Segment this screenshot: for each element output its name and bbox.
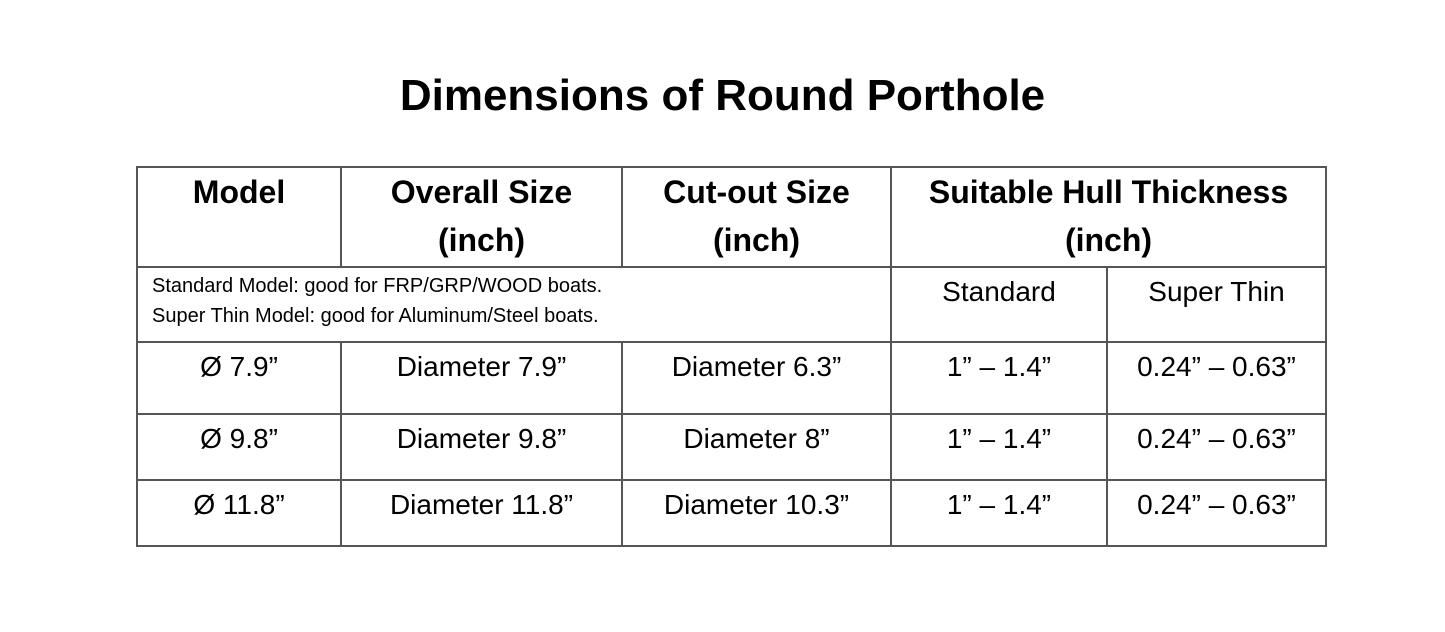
- cell-standard-thickness: 1” – 1.4”: [891, 342, 1107, 414]
- cell-model: Ø 7.9”: [137, 342, 341, 414]
- cell-super-thin-thickness: 0.24” – 0.63”: [1107, 480, 1326, 546]
- header-cutout-size: [622, 167, 891, 267]
- cell-overall-size: Diameter 7.9”: [341, 342, 622, 414]
- header-overall-size-unit: (inch): [437, 222, 526, 258]
- header-model: [137, 167, 341, 267]
- table-row: [137, 480, 1326, 546]
- page-title: Dimensions of Round Porthole: [399, 71, 1046, 120]
- subheader-super-thin: Super Thin: [1107, 267, 1326, 342]
- header-cutout-size-label: Cut-out Size: [663, 174, 850, 210]
- cell-model: Ø 11.8”: [137, 480, 341, 546]
- cell-cutout-size: Diameter 10.3”: [622, 480, 891, 546]
- note-super-thin-model: Super Thin Model: good for Aluminum/Steel boats.: [152, 305, 599, 327]
- cell-super-thin-thickness: 0.24” – 0.63”: [1107, 414, 1326, 480]
- cell-standard-thickness: 1” – 1.4”: [891, 414, 1107, 480]
- cell-model: Ø 9.8”: [137, 414, 341, 480]
- cell-overall-size: Diameter 11.8”: [341, 480, 622, 546]
- cell-cutout-size: Diameter 8”: [622, 414, 891, 480]
- cell-standard-thickness: 1” – 1.4”: [891, 480, 1107, 546]
- header-hull-thickness-unit: (inch): [1064, 222, 1153, 258]
- header-overall-size-label: Overall Size: [390, 174, 573, 210]
- header-hull-thickness: [891, 167, 1326, 267]
- header-hull-thickness-label: Suitable Hull Thickness: [928, 174, 1289, 210]
- cell-overall-size: Diameter 9.8”: [341, 414, 622, 480]
- header-overall-size: [341, 167, 622, 267]
- header-cutout-size-unit: (inch): [712, 222, 801, 258]
- dimensions-table: [136, 166, 1327, 547]
- subheader-standard: Standard: [891, 267, 1107, 342]
- note-row: [137, 267, 1326, 342]
- cell-cutout-size: Diameter 6.3”: [622, 342, 891, 414]
- cell-super-thin-thickness: 0.24” – 0.63”: [1107, 342, 1326, 414]
- model-note: [137, 267, 891, 342]
- table-row: [137, 414, 1326, 480]
- table-row: [137, 342, 1326, 414]
- note-standard-model: Standard Model: good for FRP/GRP/WOOD boats.: [152, 275, 603, 297]
- header-model-label: Model: [192, 174, 286, 210]
- header-row: [137, 167, 1326, 267]
